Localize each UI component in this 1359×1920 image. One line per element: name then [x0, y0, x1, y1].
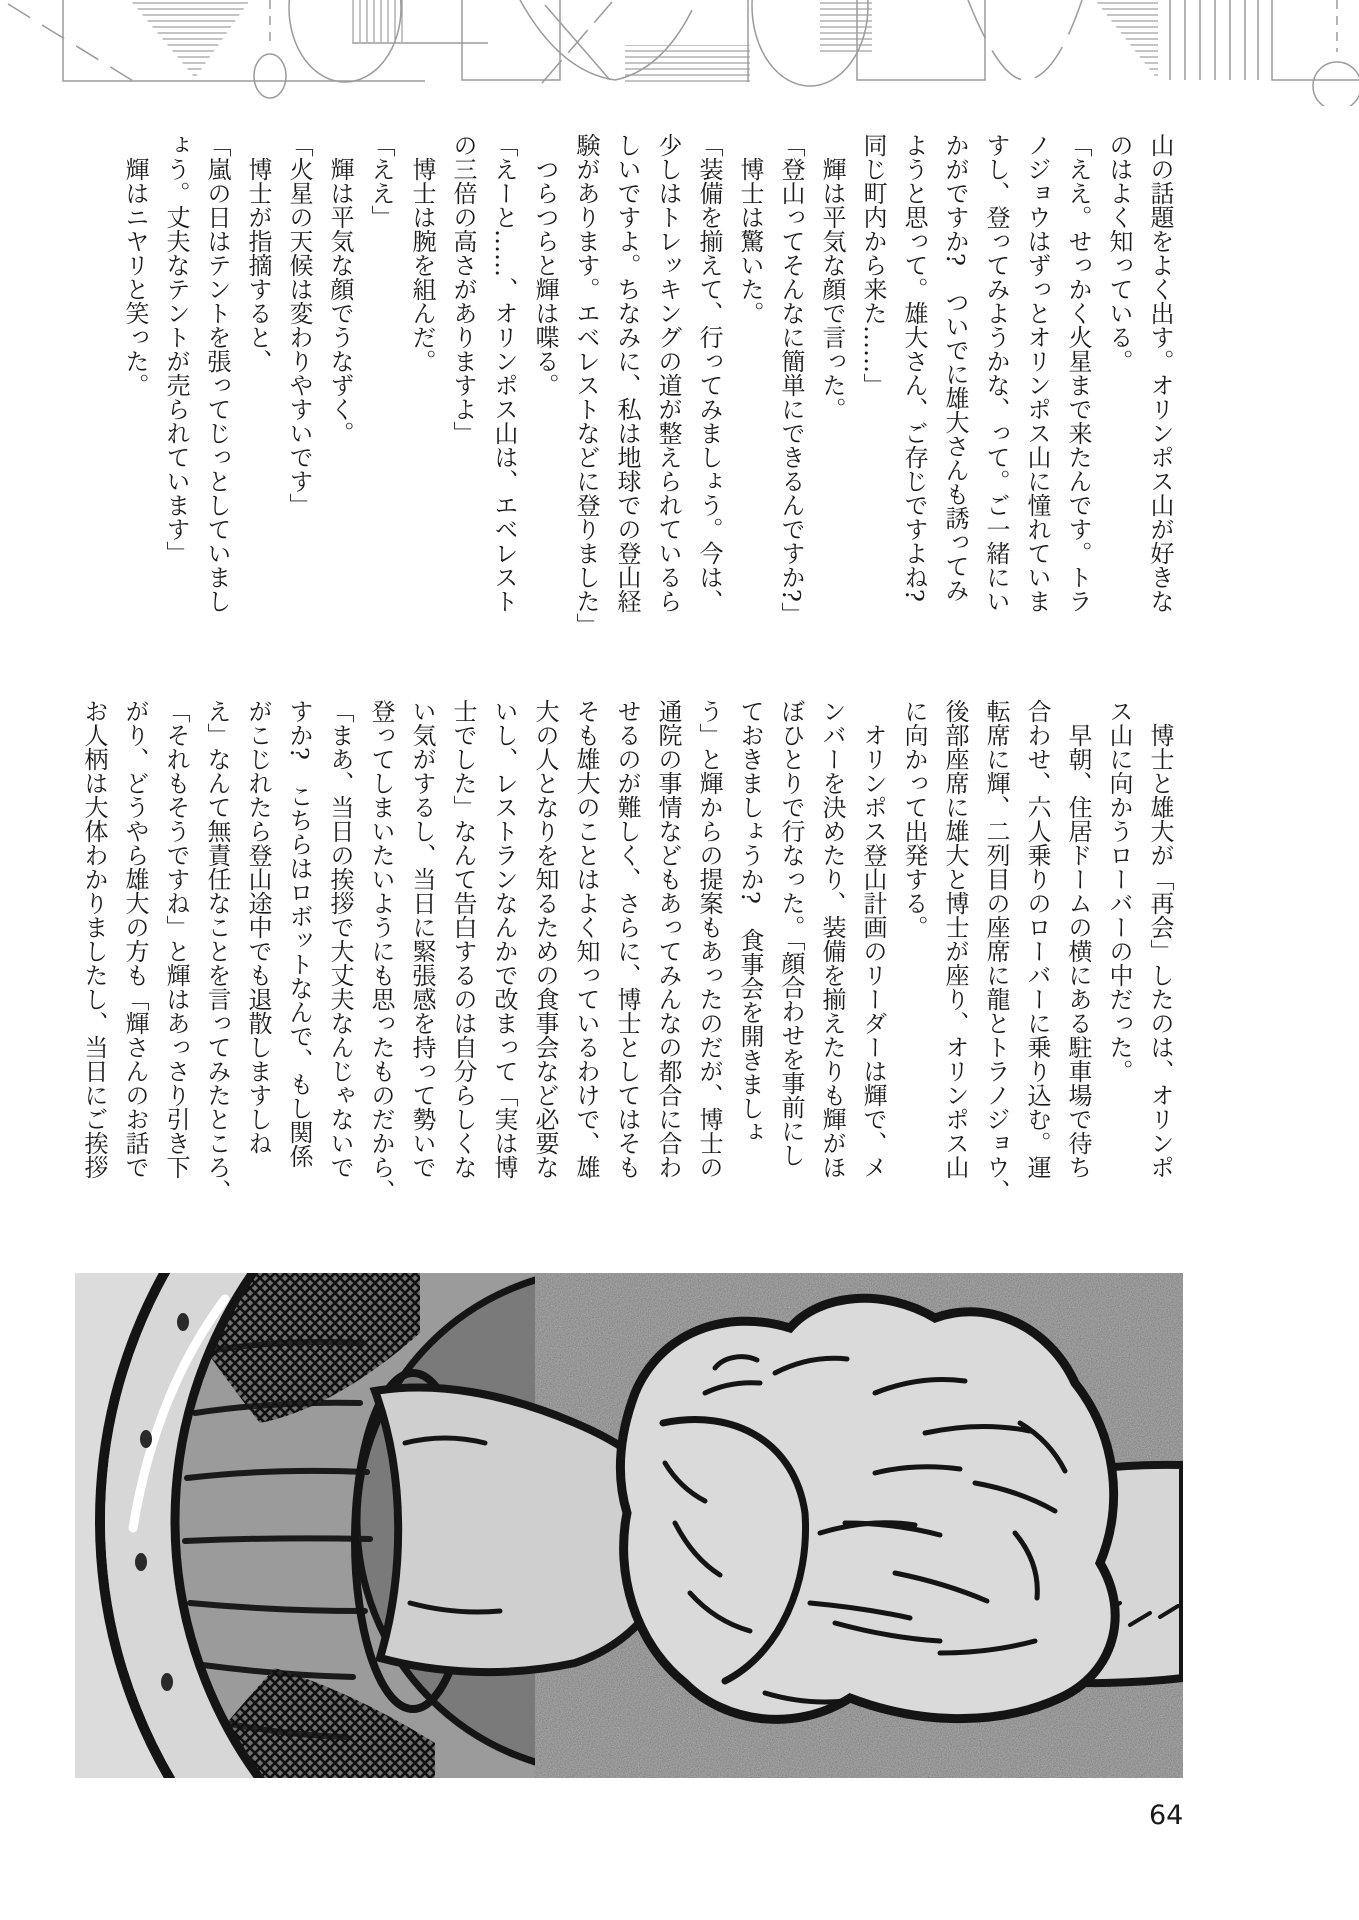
text-column: う」と輝からの提案もあったのだが、博士の: [695, 699, 723, 1179]
text-column: 後部座席に雄大と博士が座り、オリンポス山: [941, 699, 969, 1179]
text-column: 少しはトレッキングの道が整えられているら: [654, 133, 682, 613]
text-column: 「えーと……、オリンポス山は、エベレスト: [490, 133, 518, 613]
text-column: 「ええ」: [367, 133, 395, 229]
header-art: [0, 0, 1359, 106]
text-column: のはよく知っている。: [1105, 133, 1133, 373]
text-column: の三倍の高さがありますよ」: [449, 133, 477, 445]
text-column: 合わせ、六人乗りのローバーに乗り込む。運: [1023, 699, 1051, 1179]
text-column: お人柄は大体わかりましたし、当日にご挨拶: [80, 699, 108, 1179]
text-column: 輝は平気な顔で言った。: [818, 133, 846, 421]
text-column: しいですよ。ちなみに、私は地球での登山経: [613, 133, 641, 613]
text-column: 博士は驚いた。: [736, 133, 764, 325]
text-column: がり、どうやら雄大の方も「輝さんのお話で: [121, 699, 149, 1179]
text-column: つらつらと輝は喋る。: [531, 133, 559, 397]
text-column: え」なんて無責任なことを言ってみたところ、: [203, 699, 231, 1203]
text-column: 早朝、住居ドームの横にある駐車場で待ち: [1064, 699, 1092, 1179]
text-column: 士でした」なんて告白するのは自分らしくな: [449, 699, 477, 1179]
text-column: そも雄大のことはよく知っているわけで、雄: [572, 699, 600, 1179]
text-column: 輝はニヤリと笑った。: [121, 133, 149, 397]
text-column: ておきましょうか? 食事会を開きましょ: [736, 699, 764, 1144]
text-column: 「装備を揃えて、行ってみましょう。今は、: [695, 133, 723, 613]
text-column: ょう。丈夫なテントが売られています」: [162, 133, 190, 565]
text-column: 博士と雄大が「再会」したのは、オリンポ: [1146, 699, 1174, 1179]
text-column: 「火星の天候は変わりやすいです」: [285, 133, 313, 517]
text-block-1: [114, 133, 1180, 651]
text-column: 登ってしまいたいようにも思ったものだから、: [367, 699, 395, 1203]
text-column: 験があります。エベレストなどに登りました」: [572, 133, 600, 637]
text-column: すし、登ってみようかな、って。ご一緒にい: [982, 133, 1010, 613]
text-column: 通院の事情などもあってみんなの都合に合わ: [654, 699, 682, 1179]
text-column: ンバーを決めたり、装備を揃えたりも輝がほ: [818, 699, 846, 1179]
text-column: ス山に向かうローバーの中だった。: [1105, 699, 1133, 1083]
text-column: 転席に輝、二列目の座席に龍とトラノジョウ、: [982, 699, 1010, 1203]
illustration-handshake-through-porthole: [75, 1273, 1183, 1778]
text-column: いし、レストランなんかで改まって「実は博: [490, 699, 518, 1179]
text-column: 「それもそうですね」と輝はあっさり引き下: [162, 699, 190, 1179]
text-column: 博士が指摘すると、: [244, 133, 272, 373]
text-column: 「嵐の日はテントを張ってじっとしていまし: [203, 133, 231, 613]
text-column: 同じ町内から来た……」: [859, 133, 887, 397]
text-column: ノジョウはずっとオリンポス山に憧れていま: [1023, 133, 1051, 613]
text-column: 「まあ、当日の挨拶で大丈夫なんじゃないで: [326, 699, 354, 1179]
text-column: せるのが難しく、さらに、博士としてはそも: [613, 699, 641, 1179]
text-column: 「登山ってそんなに簡単にできるんですか?」: [777, 133, 805, 626]
text-column: 博士は腕を組んだ。: [408, 133, 436, 373]
text-column: 輝は平気な顔でうなずく。: [326, 133, 354, 445]
text-column: に向かって出発する。: [900, 699, 928, 939]
text-column: 「ええ。せっかく火星まで来たんです。トラ: [1064, 133, 1092, 613]
text-column: 大の人となりを知るための食事会など必要な: [531, 699, 559, 1179]
text-column: オリンポス登山計画のリーダーは輝で、メ: [859, 699, 887, 1179]
text-column: ようと思って。雄大さん、ご存じですよね?: [900, 133, 928, 602]
page-number: 64: [1149, 1800, 1184, 1831]
text-block-2: [73, 699, 1180, 1221]
text-column: すか? こちらはロボットなんで、もし関係: [285, 699, 313, 1168]
text-column: がこじれたら登山途中でも退散しますしね: [244, 699, 272, 1155]
text-column: ぼひとりで行なった。「顔合わせを事前にし: [777, 699, 805, 1167]
text-column: かがですか? ついでに雄大さんも誘ってみ: [941, 133, 969, 602]
text-column: い気がするし、当日に緊張感を持って勢いで: [408, 699, 436, 1179]
text-column: 山の話題をよく出す。オリンポス山が好きな: [1146, 133, 1174, 613]
